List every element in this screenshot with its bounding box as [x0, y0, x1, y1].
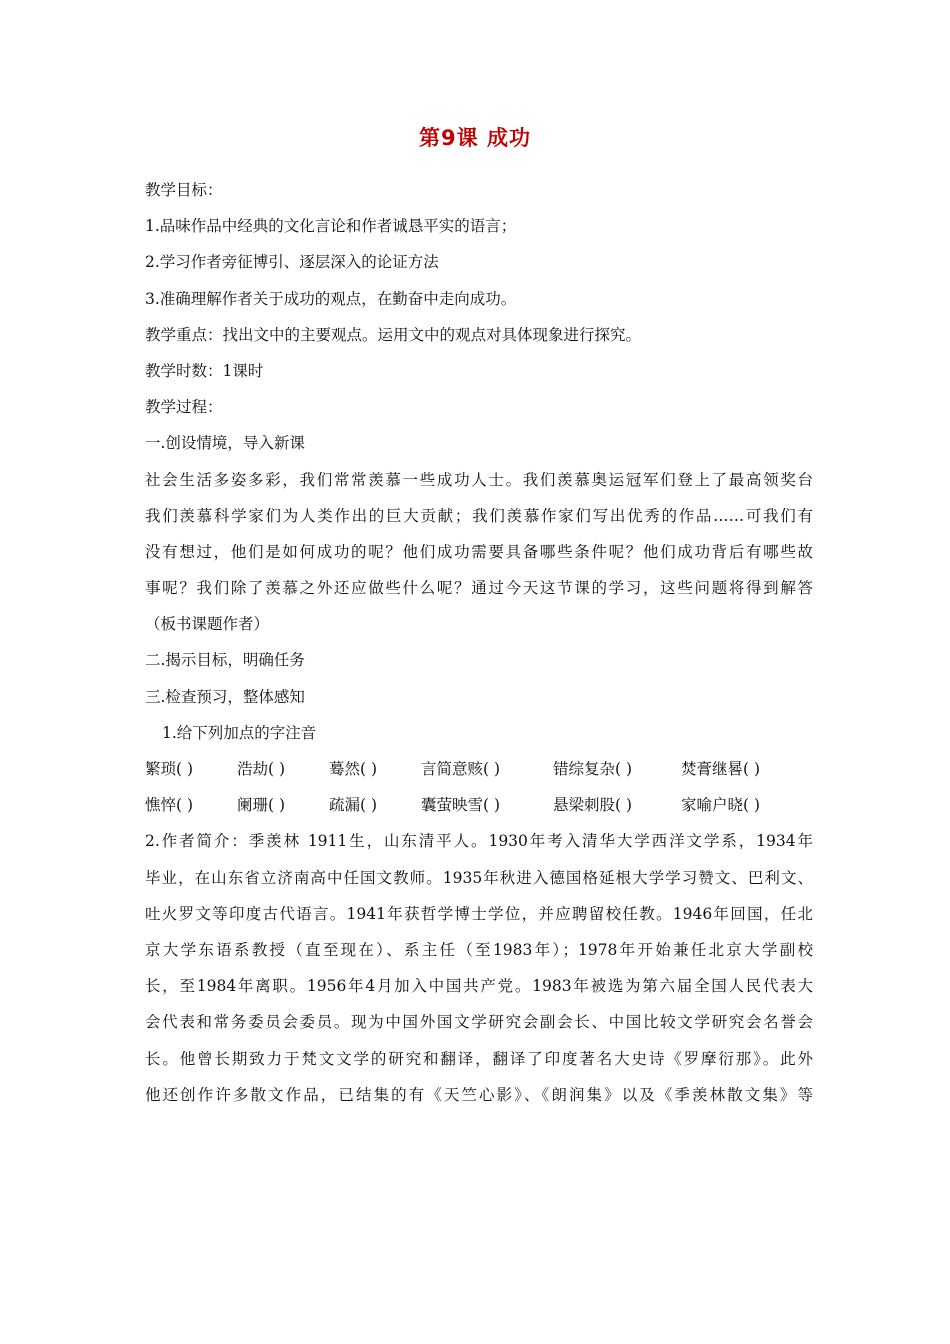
- text-line: 社会生活多姿多彩，我们常常羡慕一些成功人士。我们羡慕奥运冠军们登上了最高领奖台: [145, 470, 813, 489]
- pinyin-exercise-row: [145, 751, 813, 787]
- pinyin-item: 悬梁刺股( ): [553, 796, 633, 815]
- lesson-body: [145, 172, 813, 1113]
- text-line: 2.学习作者旁征博引、逐层深入的论证方法: [145, 253, 439, 272]
- pinyin-item: 浩劫( ): [237, 760, 286, 778]
- text-line: 教学时数：1课时: [145, 361, 264, 380]
- pinyin-item: 焚膏继晷( ): [681, 760, 761, 778]
- pinyin-item: 家喻户晓( ): [681, 796, 761, 815]
- bio-line: 会代表和常务委员会委员。现为中国外国文学研究会副会长、中国比较文学研究会名誉会: [145, 1013, 813, 1032]
- text-line: 1.品味作品中经典的文化言论和作者诚恳平实的语言；: [145, 217, 517, 236]
- bio-line: 他还创作许多散文作品，已结集的有《天竺心影》、《朗润集》以及《季羡林散文集》等: [145, 1085, 813, 1104]
- text-line: 没有想过，他们是如何成功的呢？他们成功需要具备哪些条件呢？他们成功背后有哪些故: [145, 542, 813, 561]
- text-line: 我们羡慕科学家们为人类作出的巨大贡献；我们羡慕作家们写出优秀的作品……可我们有: [145, 506, 813, 525]
- bio-line: 长。他曾长期致力于梵文文学的研究和翻译，翻译了印度著名大史诗《罗摩衍那》。此外: [145, 1049, 813, 1068]
- bio-line: 吐火罗文等印度古代语言。1941年获哲学博士学位，并应聘留校任教。1946年回国，任北: [145, 904, 813, 923]
- text-line: 一.创设情境，导入新课: [145, 434, 305, 453]
- text-line: （板书课题作者）: [145, 615, 270, 634]
- lesson-title: 第9课 成功: [419, 126, 531, 150]
- pinyin-item: 阑珊( ): [237, 796, 286, 815]
- pinyin-exercise-row: [145, 787, 813, 823]
- bio-line: 长，至1984年离职。1956年4月加入中国共产党。1983年被选为第六届全国人民代表大: [145, 977, 813, 996]
- pinyin-item: 憔悴( ): [145, 796, 194, 815]
- bio-line: 京大学东语系教授（直至现在）、系主任（至1983年）；1978年开始兼任北京大学副校: [145, 940, 813, 959]
- pinyin-item: 囊萤映雪( ): [421, 796, 501, 815]
- text-line: 教学过程：: [145, 398, 223, 417]
- pinyin-item: 繁琐( ): [145, 760, 194, 778]
- text-line: 教学重点：找出文中的主要观点。运用文中的观点对具体现象进行探究。: [145, 325, 642, 344]
- text-line: 三.检查预习，整体感知: [145, 687, 305, 706]
- text-line: 事呢？我们除了羡慕之外还应做些什么呢？通过今天这节课的学习，这些问题将得到解答: [145, 579, 813, 598]
- text-line: 二.揭示目标，明确任务: [145, 651, 305, 670]
- bio-line: 2.作者简介：季羡林 1911生，山东清平人。1930年考入清华大学西洋文学系，1934年: [145, 832, 813, 851]
- pinyin-item: 错综复杂( ): [553, 760, 633, 778]
- text-line: 3.准确理解作者关于成功的观点，在勤奋中走向成功。: [145, 289, 517, 308]
- text-line: 教学目标：: [145, 181, 223, 199]
- text-line: 1.给下列加点的字注音: [162, 723, 317, 742]
- pinyin-item: 蓦然( ): [329, 760, 378, 778]
- bio-line: 毕业，在山东省立济南高中任国文教师。1935年秋进入德国格延根大学学习赞文、巴利文、: [145, 868, 813, 887]
- pinyin-item: 疏漏( ): [329, 796, 378, 815]
- pinyin-item: 言简意赅( ): [421, 760, 501, 778]
